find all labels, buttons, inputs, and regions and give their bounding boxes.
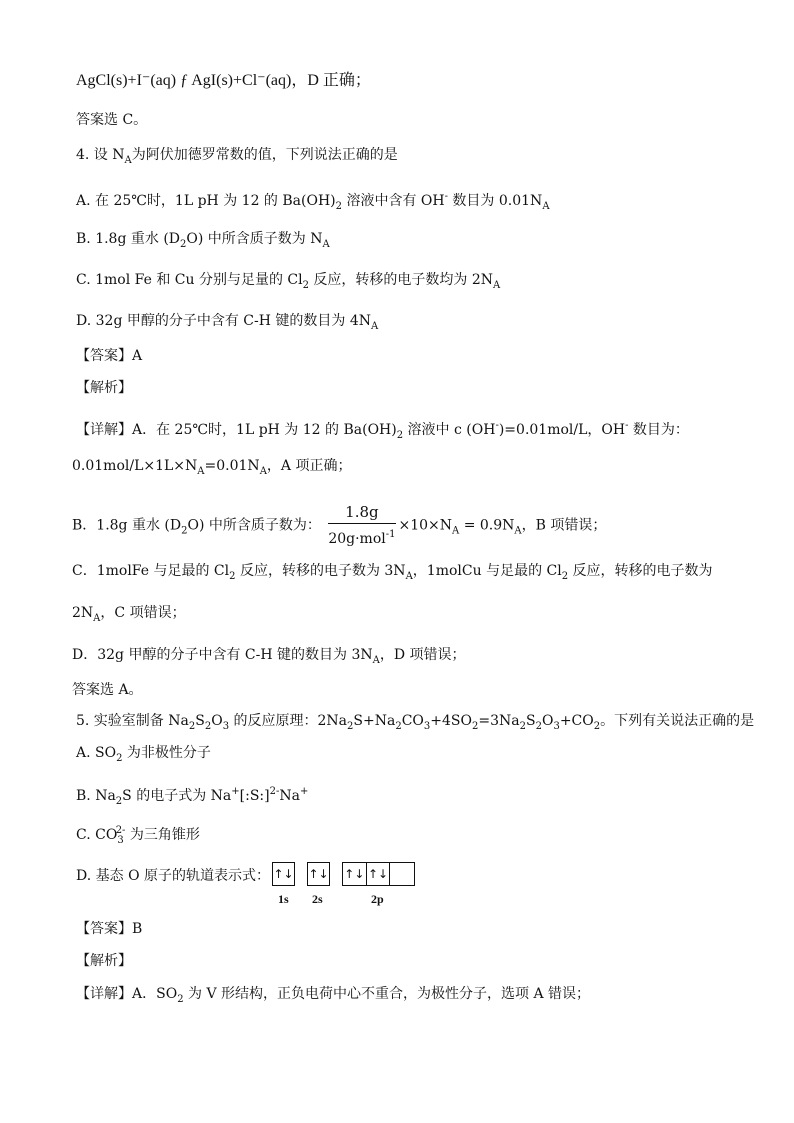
orbital-cell: ↑↓ <box>273 867 294 881</box>
option-4d: D. 32g 甲醇的分子中含有 C-H 键的数目为 $4N_A$ <box>76 313 379 332</box>
option-4a: A. 在 25℃时，1L pH 为 12 的 $Ba(OH)_2$ 溶液中含有 OH- 数目为 $0.01N_A$ <box>76 191 550 212</box>
fraction: $\frac{1.8g}{20g\cdot mol^{-1}}$ <box>328 503 396 547</box>
detail-4a-cont: $0.01mol/L\times 1L\times N_A=0.01N_A$，A 项正确； <box>72 458 352 477</box>
question-4: 4. 设 $N_A$为阿伏加德罗常数的值，下列说法正确的是 <box>76 147 398 166</box>
detail-4c: C．1molFe 与足最的 $Cl_2$ 反应，转移的电子数为 $3N_A$，1molCu 与足最的 $Cl_2$ 反应，转移的电子数为 <box>72 563 713 582</box>
orbital-cell <box>390 863 414 885</box>
option-5a: A. $SO_2$ 为非极性分子 <box>76 745 211 764</box>
detail-4d: D．32g 甲醇的分子中含有 C-H 键的数目为 $3N_A$，D 项错误； <box>72 647 466 666</box>
option-5c: C. $CO_3^{2-}$ 为三角锥形 <box>76 825 200 846</box>
text-line: AgCl(s)+I⁻(aq) ƒ AgI(s)+Cl⁻(aq)，D 正确； <box>76 72 371 89</box>
detail-4c-cont: $2N_A$，C 项错误； <box>72 605 186 624</box>
orbital-cell: ↑↓ <box>308 867 329 881</box>
orbital-cell: ↑↓ <box>343 863 367 885</box>
analysis-label: 【解析】 <box>76 953 132 969</box>
orbital-1s-box <box>272 862 295 886</box>
option-4b: B. 1.8g 重水 $(D_2O)$ 中所含质子数为 $N_A$ <box>76 231 330 250</box>
orbital-label: 2p <box>371 892 384 906</box>
text-line: 答案选 C。 <box>76 112 148 128</box>
option-5d: D. 基态 O 原子的轨道表示式： <box>76 868 271 884</box>
answer-label: 【答案】A <box>76 348 143 364</box>
answer-label: 【答案】B <box>76 921 143 937</box>
orbital-label: 2s <box>312 892 323 906</box>
option-5b: B. $Na_2S$ 的电子式为 Na+[:S:]$^{2-}$Na+ <box>76 786 309 807</box>
detail-4b: B．1.8g 重水 $(D_2O)$ 中所含质子数为： $\frac{1.8g}{20g\cdot mol^{-1}}$ $\times 10\times N_A = 0.9N_A$，B 项错误； <box>72 503 607 547</box>
analysis-label: 【解析】 <box>76 380 132 396</box>
orbital-label: 1s <box>278 892 289 906</box>
option-4c: C. 1mol Fe 和 Cu 分别与足量的 $Cl_2$ 反应，转移的电子数均为 $2N_A$ <box>76 272 501 291</box>
detail-5a: 【详解】A．$SO_2$ 为 V 形结构，正负电荷中心不重合，为极性分子，选项 A 错误； <box>76 986 591 1005</box>
detail-4a: 【详解】A．在 25℃时，1L pH 为 12 的 $Ba(OH)_2$ 溶液中 c (OH-)=0.01mol/L，OH- 数目为： <box>76 420 689 441</box>
orbital-2s-box <box>307 862 330 886</box>
text-line: 答案选 A。 <box>72 682 143 698</box>
question-5: 5. 实验室制备 $Na_2S_2O_3$ 的反应原理：$2Na_2S+Na_2CO_3+4SO_2=3Na_2S_2O_3+CO_2$。下列有关说法正确的是 <box>76 713 755 732</box>
orbital-cell: ↑↓ <box>367 863 391 885</box>
orbital-2p-box <box>342 862 415 886</box>
